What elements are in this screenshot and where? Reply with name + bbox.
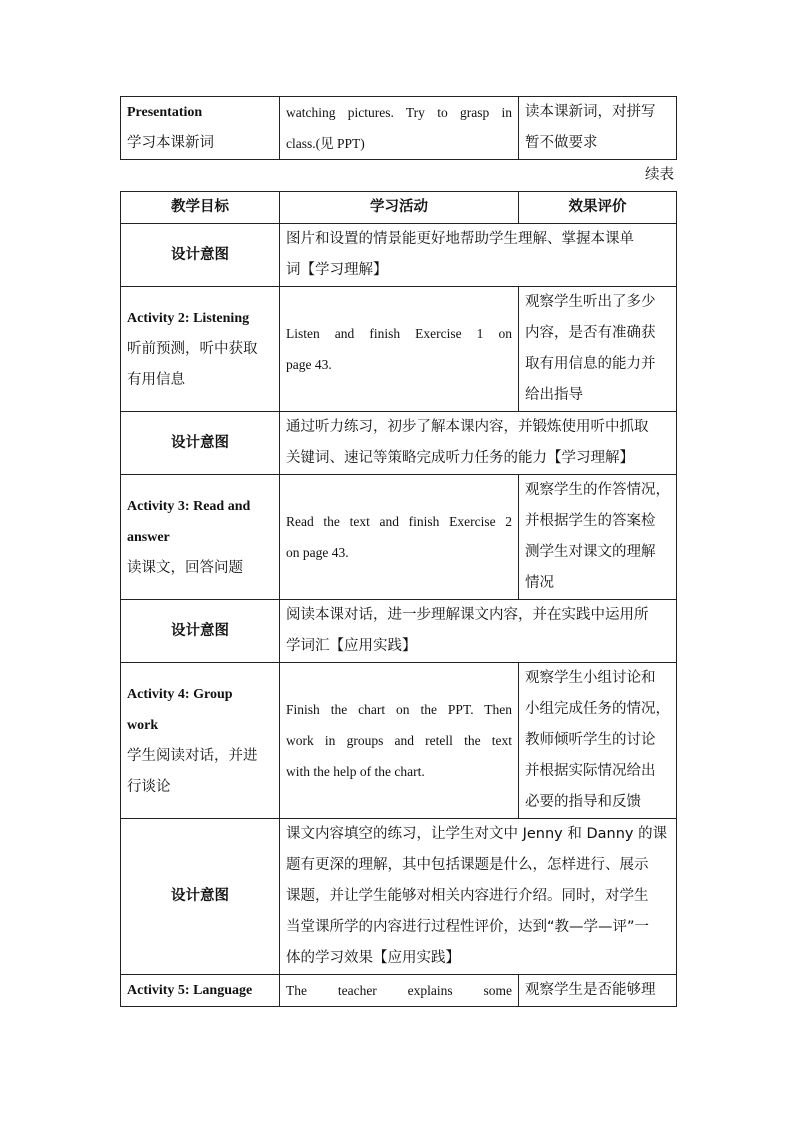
activity-line: on page 43. [286, 545, 349, 560]
design-intent-label: 设计意图 [121, 224, 280, 287]
intent-line: 学词汇【应用实践】 [286, 638, 417, 654]
activity-subtitle: 听前预测，听中获取 [127, 340, 258, 357]
evaluation-line: 并根据实际情况给出 [525, 763, 656, 779]
evaluation-line: 测学生对课文的理解 [525, 544, 656, 560]
table-row [121, 97, 677, 160]
activity-line: Finish the chart on the PPT. Then [286, 702, 512, 717]
evaluation-line: 取有用信息的能力并 [525, 356, 656, 372]
activity-title: work [127, 717, 159, 733]
activity-cell [280, 287, 519, 412]
intent-line: 课文内容填空的练习，让学生对文中 Jenny 和 Danny 的课 [286, 826, 668, 842]
design-intent-row [121, 600, 677, 663]
evaluation-line: 观察学生是否能够理 [525, 982, 656, 998]
activity-line: page 43. [286, 357, 332, 372]
header-evaluation: 效果评价 [519, 192, 677, 224]
objective-cell [121, 475, 280, 600]
activity-line: class.(见 PPT) [286, 136, 365, 151]
design-intent-text [280, 819, 677, 975]
intent-line: 题有更深的理解，其中包括课题是什么，怎样进行、展示 [286, 857, 649, 873]
design-intent-row [121, 819, 677, 975]
activity-subtitle: 行谈论 [127, 778, 171, 795]
activity-title: Activity 5: Language [127, 983, 253, 998]
design-intent-row [121, 412, 677, 475]
evaluation-line: 小组完成任务的情况， [525, 701, 670, 717]
activity-row [121, 663, 677, 819]
activity-row [121, 975, 677, 1007]
intent-line: 通过听力练习，初步了解本课内容，并锻炼使用听中抓取 [286, 419, 649, 435]
header-objective: 教学目标 [121, 192, 280, 224]
activity-title: Activity 4: Group [127, 686, 233, 702]
design-intent-label: 设计意图 [121, 819, 280, 975]
evaluation-line: 给出指导 [525, 387, 583, 403]
objective-cell [121, 97, 280, 160]
lesson-table [120, 191, 677, 1007]
activity-title: Activity 3: Read and [127, 498, 251, 514]
activity-line: Read the text and finish Exercise 2 [286, 514, 512, 529]
lesson-table-top [120, 96, 677, 160]
evaluation-cell [519, 475, 677, 600]
evaluation-line: 内容，是否有准确获 [525, 325, 656, 341]
intent-line: 图片和设置的情景能更好地帮助学生理解、掌握本课单 [286, 231, 634, 247]
design-intent-text [280, 224, 677, 287]
objective-cell [121, 975, 280, 1007]
activity-line: with the help of the chart. [286, 764, 425, 779]
evaluation-cell [519, 287, 677, 412]
evaluation-line: 并根据学生的答案检 [525, 513, 656, 529]
intent-line: 关键词、速记等策略完成听力任务的能力【学习理解】 [286, 450, 634, 466]
evaluation-cell [519, 663, 677, 819]
intent-line: 词【学习理解】 [286, 262, 388, 278]
objective-cell [121, 663, 280, 819]
intent-line: 课题，并让学生能够对相关内容进行介绍。同时，对学生 [286, 888, 649, 904]
objective-cell [121, 287, 280, 412]
activity-title: Activity 2: Listening [127, 310, 250, 326]
design-intent-text [280, 600, 677, 663]
evaluation-line: 暂不做要求 [525, 135, 598, 151]
objective-subtitle: 学习本课新词 [127, 135, 214, 151]
evaluation-cell [519, 975, 677, 1007]
evaluation-line: 观察学生听出了多少 [525, 294, 656, 310]
activity-title: answer [127, 529, 170, 545]
activity-cell [280, 475, 519, 600]
continued-label: 续表 [645, 167, 674, 183]
design-intent-text [280, 412, 677, 475]
activity-line: work in groups and retell the text [286, 733, 512, 748]
activity-line: Listen and finish Exercise 1 on [286, 326, 512, 341]
activity-cell [280, 975, 519, 1007]
evaluation-line: 读本课新词，对拼写 [525, 104, 656, 120]
design-intent-label: 设计意图 [121, 600, 280, 663]
evaluation-line: 必要的指导和反馈 [525, 794, 641, 810]
activity-cell [280, 663, 519, 819]
evaluation-line: 教师倾听学生的讨论 [525, 732, 656, 748]
activity-line: watching pictures. Try to grasp in [286, 105, 512, 120]
header-activity: 学习活动 [280, 192, 519, 224]
activity-subtitle: 读课文，回答问题 [127, 559, 243, 576]
evaluation-line: 观察学生小组讨论和 [525, 670, 656, 686]
evaluation-cell [519, 97, 677, 160]
intent-line: 当堂课所学的内容进行过程性评价，达到“教—学—评”一 [286, 919, 650, 935]
activity-row [121, 287, 677, 412]
intent-line: 阅读本课对话，进一步理解课文内容，并在实践中运用所 [286, 607, 649, 623]
objective-title: Presentation [127, 105, 203, 120]
evaluation-line: 情况 [525, 575, 554, 591]
intent-line: 体的学习效果【应用实践】 [286, 950, 460, 966]
header-row [121, 192, 677, 224]
activity-subtitle: 有用信息 [127, 371, 185, 388]
activity-row [121, 475, 677, 600]
design-intent-row [121, 224, 677, 287]
design-intent-label: 设计意图 [121, 412, 280, 475]
activity-subtitle: 学生阅读对话，并进 [127, 747, 258, 764]
evaluation-line: 观察学生的作答情况， [525, 482, 670, 498]
activity-cell [280, 97, 519, 160]
activity-line: The teacher explains some [286, 983, 512, 998]
